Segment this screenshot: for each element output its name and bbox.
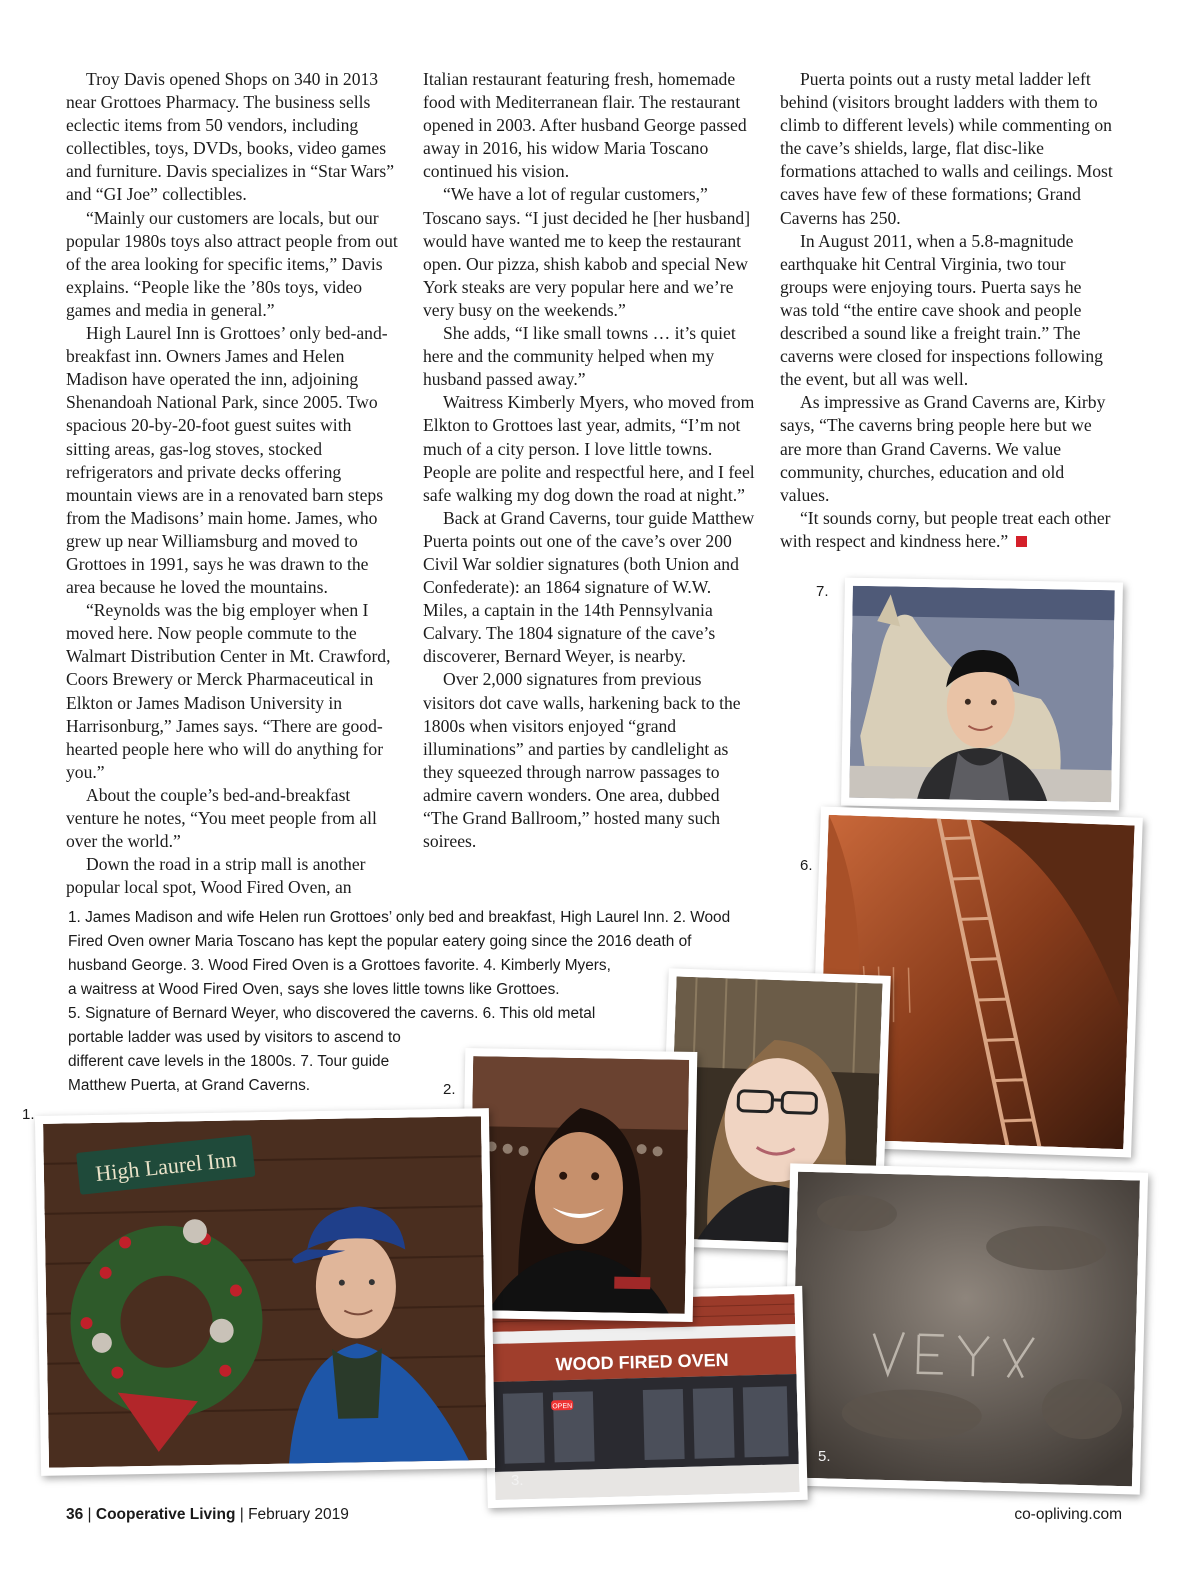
paragraph: “We have a lot of regular customers,” Toscano says. “I just decided he [her husband] would have wanted me to keep the restaurant open. Our pizza, shish kabob and special New York steaks are very popular here and we’re very busy on the weekends.” (423, 184, 751, 320)
paragraph: Puerta points out a rusty metal ladder left behind (visitors brought ladders with them to climb to different levels) while commenting on the cave’s shields, large, flat disc-like formations attached to walls and ceilings. Most caves have few of these formations; Grand Caverns has 250. (780, 69, 1113, 228)
paragraph: Down the road in a strip mall is another popular local spot, Wood Fired Oven, an (66, 854, 366, 898)
article-column-1 (66, 68, 399, 899)
end-mark-icon (1016, 536, 1027, 547)
photo-image (490, 1294, 799, 1500)
caption-line: different cave levels in the 1800s. 7. Tour guide (68, 1053, 390, 1070)
caption-line: portable ladder was used by visitors to ascend to (68, 1029, 401, 1046)
inn-sign: High Laurel Inn (94, 1146, 238, 1187)
article-column-2 (423, 68, 756, 853)
footer-url[interactable]: co-opliving.com (1014, 1506, 1122, 1523)
paragraph: She adds, “I like small towns … it’s quiet here and the community helped when my husband passed away.” (423, 323, 736, 390)
paragraph: Back at Grand Caverns, tour guide Matthew Puerta points out one of the cave’s over 200 Civil War soldier signatures (both Union and Confederate): an 1864 signature of W.W. Miles, a captain in the 14th Pennsylvania Calvary. The 1804 signature of the cave’s discoverer, Bernard Weyer, is nearby. (423, 507, 755, 667)
paragraph: About the couple’s bed-and-breakfast venture he notes, “You meet people from all over the world.” (66, 784, 377, 852)
caption-line: Matthew Puerta, at Grand Caverns. (68, 1077, 311, 1094)
paragraph: High Laurel Inn is Grottoes’ only bed-and-breakfast inn. Owners James and Helen Madison have operated the inn, adjoining Shenandoah National Park, since 2005. Two spacious 20-by-20-foot guest suites with sitting areas, gas-log stoves, stocked refrigerators and private decks offering mountain views are in a renovated barn steps from the Madisons’ main home. James, who grew up near Williamsburg and moved to Grottoes in 1991, says he was drawn to the area because he loved the mountains. (66, 323, 388, 598)
page-number: 36 (66, 1506, 84, 1523)
paragraph: In August 2011, when a 5.8-magnitude earthquake hit Central Virginia, two tour groups were enjoying tours. Puerta says he was told “the entire cave shook and people described a sound like a freight train.” The caverns were closed for inspections following the event, but all was well. (780, 230, 1103, 390)
photo-image (849, 586, 1115, 803)
photo-number-2: 2. (443, 1081, 456, 1098)
photo-number-7: 7. (816, 583, 829, 600)
caption-line: 5. Signature of Bernard Weyer, who discovered the caverns. 6. This old metal (68, 1005, 596, 1022)
caption-line: 1. James Madison and wife Helen run Grottoes’ only bed and breakfast, High Laurel Inn. 2. Wood (68, 909, 731, 926)
photo-tour-guide (841, 578, 1123, 811)
photo-image (790, 1172, 1140, 1487)
article-column-3 (780, 68, 1113, 553)
caption-line: a waitress at Wood Fired Oven, says she loves little towns like Grottoes. (68, 981, 560, 998)
caption-line: Fired Oven owner Maria Toscano has kept the popular eatery going since the 2016 death of (68, 933, 692, 950)
open-sign: OPEN (552, 1402, 573, 1411)
photo-wood-fired-oven-art (490, 1294, 799, 1500)
footer-separator: | (235, 1506, 249, 1523)
photo-image (43, 1116, 487, 1468)
paragraph-continued: Italian restaurant featuring fresh, homemade food with Mediterranean flair. The restaurant opened in 2003. After husband George passed away in 2016, his widow Maria Toscano continued his vision. (423, 69, 747, 182)
paragraph-final (780, 507, 1113, 553)
photo-tour-guide-art (849, 586, 1115, 803)
photo-captions (68, 906, 788, 1098)
storefront-sign: WOOD FIRED OVEN (555, 1349, 729, 1375)
photo-james-madison-art (43, 1116, 487, 1468)
paragraph: Over 2,000 signatures from previous visitors dot cave walls, harkening back to the 1800s when visitors enjoyed “grand illuminations” and parties by candlelight as they squeezed through narrow passages to admire cavern wonders. One area, dubbed “The Grand Ballroom,” hosted many such soirees. (423, 669, 741, 852)
paragraph: “Reynolds was the big employer when I moved here. Now people commute to the Walmart Distribution Center in Mt. Crawford, Coors Brewery or Merck Pharmaceutical in Elkton or James Madison University in Harrisonburg,” James says. “There are good-hearted people here who will do anything for you.” (66, 600, 391, 782)
photo-number-1: 1. (22, 1106, 35, 1123)
paragraph: Waitress Kimberly Myers, who moved from Elkton to Grottoes last year, admits, “I’m not much of a city person. I love little towns. People are polite and respectful here, and I feel safe walking my dog down the road at night.” (423, 392, 755, 505)
footer-separator: | (83, 1506, 96, 1523)
photo-number-3: 3. (511, 1472, 524, 1489)
paragraph: As impressive as Grand Caverns are, Kirby says, “The caverns bring people here but we are more than Grand Caverns. We value community, churches, education and old values. (780, 392, 1106, 505)
photo-james-madison (35, 1108, 495, 1476)
final-text: “It sounds corny, but people treat each other with respect and kindness here.” (780, 507, 1111, 551)
page-footer (66, 1506, 349, 1524)
photo-cave-signature (782, 1163, 1148, 1494)
photo-cave-signature-art (790, 1172, 1140, 1487)
photo-number-6: 6. (800, 857, 813, 874)
magazine-title: Cooperative Living (95, 1506, 236, 1523)
caption-line: husband George. 3. Wood Fired Oven is a Grottoes favorite. 4. Kimberly Myers, (68, 957, 611, 974)
paragraph: “Mainly our customers are locals, but our popular 1980s toys also attract people from out of the area looking for specific items,” Davis explains. “People like the ’80s toys, video games and media in general.” (66, 207, 398, 320)
photo-number-5: 5. (818, 1448, 831, 1465)
paragraph: Troy Davis opened Shops on 340 in 2013 near Grottoes Pharmacy. The business sells eclectic items from 50 vendors, including collectibles, toys, DVDs, books, video games and furniture. Davis specializes in “Star Wars” and “GI Joe” collectibles. (66, 69, 395, 205)
issue-date: February 2019 (248, 1506, 349, 1523)
